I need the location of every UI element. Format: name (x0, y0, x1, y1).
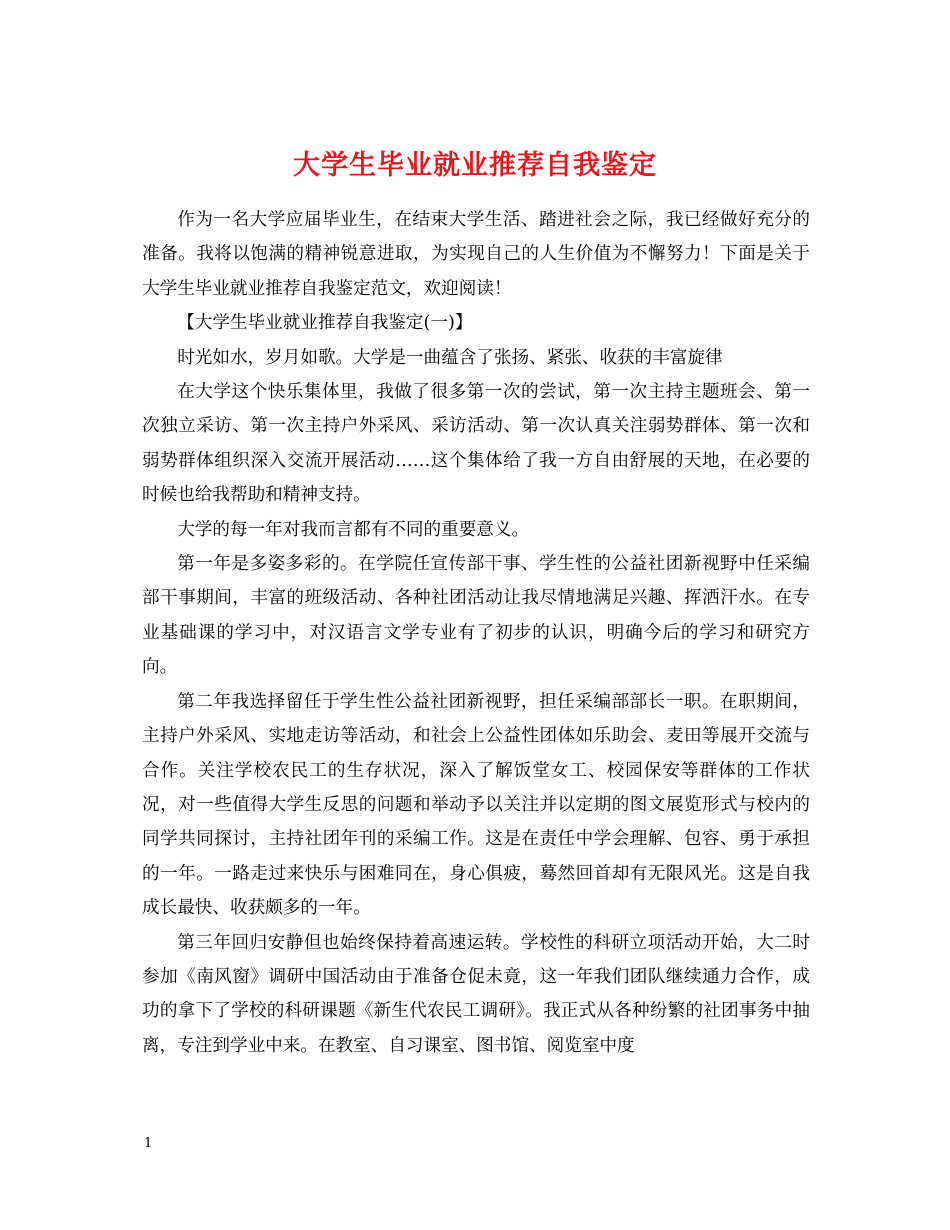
body-paragraph: 时光如水，岁月如歌。大学是一曲蕴含了张扬、紧张、收获的丰富旋律 (177, 347, 723, 368)
page-number: 1 (144, 1136, 153, 1151)
intro-paragraph: 作为一名大学应届毕业生，在结束大学生活、踏进社会之际，我已经做好充分的准备。我将以饱满的精神锐意进取，为实现自己的人生价值为不懈努力！下面是关于大学生毕业就业推荐自我鉴定范文，欢迎阅读！ (142, 210, 810, 299)
section-heading: 【大学生毕业就业推荐自我鉴定(一)】 (177, 313, 473, 334)
body-paragraph: 第二年我选择留任于学生性公益社团新视野，担任采编部部长一职。在职期间，主持户外采风、实地走访等活动，和社会上公益性团体如乐助会、麦田等展开交流与合作。关注学校农民工的生存状况，深入了解饭堂女工、校园保安等群体的工作状况，对一些值得大学生反思的问题和举动予以关注并以定期的图文展览形式与校内的同学共同探讨，主持社团年刊的采编工作。这是在责任中学会理解、包容、勇于承担的一年。一路走过来快乐与困难同在，身心俱疲，蓦然回首却有无限风光。这是自我成长最快、收获颇多的一年。 (142, 691, 810, 919)
document-title: 大学生毕业就业推荐自我鉴定 (293, 150, 657, 182)
document-body (142, 203, 810, 1063)
body-paragraph: 第一年是多姿多彩的。在学院任宣传部干事、学生性的公益社团新视野中任采编部干事期间，丰富的班级活动、各种社团活动让我尽情地满足兴趣、挥洒汗水。在专业基础课的学习中，对汉语言文学专业有了初步的认识，明确今后的学习和研究方向。 (142, 554, 810, 678)
body-paragraph: 大学的每一年对我而言都有不同的重要意义。 (177, 519, 530, 540)
body-paragraph: 在大学这个快乐集体里，我做了很多第一次的尝试，第一次主持主题班会、第一次独立采访、第一次主持户外采风、采访活动、第一次认真关注弱势群体、第一次和弱势群体组织深入交流开展活动……这个集体给了我一方自由舒展的天地，在必要的时候也给我帮助和精神支持。 (142, 382, 810, 506)
body-paragraph: 第三年回归安静但也始终保持着高速运转。学校性的科研立项活动开始，大二时参加《南风窗》调研中国活动由于准备仓促未竟，这一年我们团队继续通力合作，成功的拿下了学校的科研课题《新生代农民工调研》。我正式从各种纷繁的社团事务中抽离，专注到学业中来。在教室、自习课室、图书馆、阅览室中度 (142, 932, 810, 1056)
